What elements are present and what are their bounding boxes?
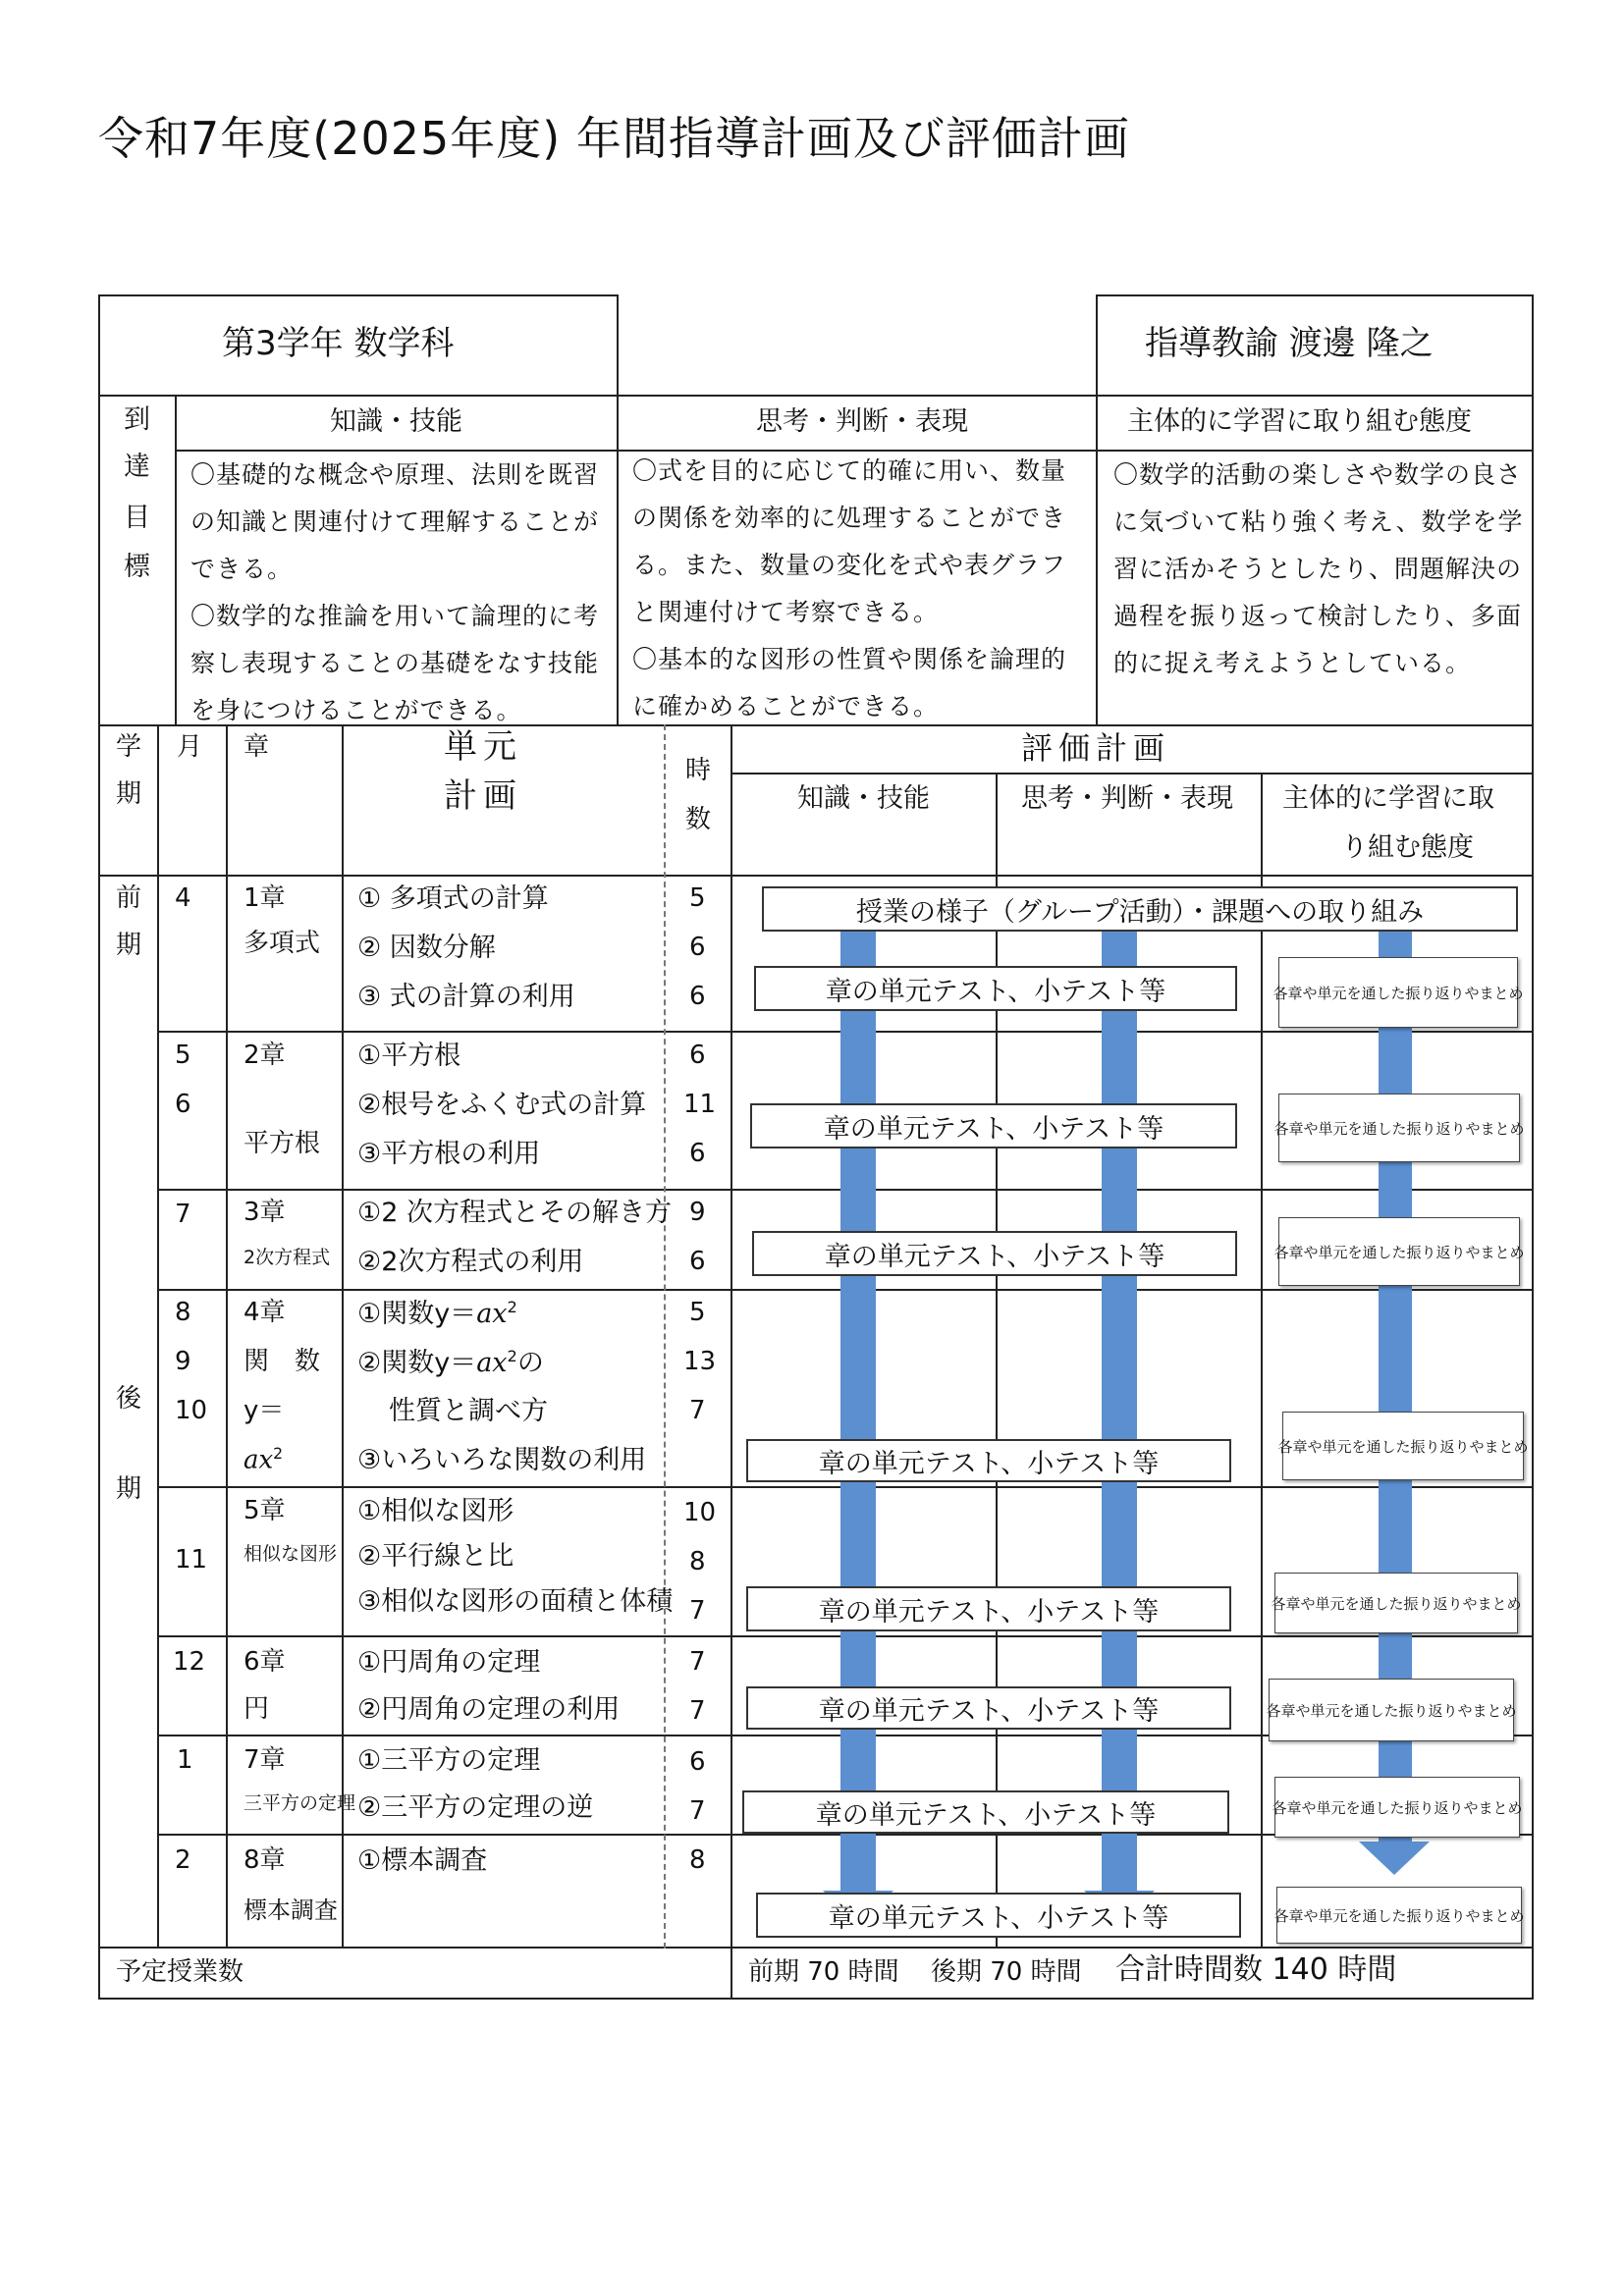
test-box: 章の単元テスト、小テスト等 (750, 1103, 1237, 1148)
footer-total: 合計時間数 140 時間 (1115, 1952, 1397, 1987)
unit-item: ①2 次方程式とその解き方 (357, 1198, 672, 1228)
test-box: 章の単元テスト、小テスト等 (746, 1686, 1231, 1730)
test-box: 章の単元テスト、小テスト等 (746, 1586, 1231, 1631)
unit-item: ②2次方程式の利用 (357, 1247, 584, 1277)
chapter-formula: y＝ (244, 1396, 285, 1425)
unit-plan-header-2: 計画 (444, 776, 522, 816)
goals-label-4: 標 (124, 552, 150, 582)
unit-plan-header-1: 単元 (444, 727, 522, 767)
reflection-box: 各章や単元を通した振り返りやまとめ (1282, 1412, 1524, 1480)
hours-header-2: 数 (685, 805, 712, 834)
month: 9 (175, 1347, 191, 1376)
hours: 6 (689, 1247, 706, 1276)
reflection-box: 各章や単元を通した振り返りやまとめ (1274, 1777, 1520, 1838)
goal-col-attitude: 主体的に学習に取り組む態度 (1127, 406, 1472, 437)
chapter-name: 平方根 (244, 1129, 321, 1158)
goal-col-thinking: 思考・判断・表現 (756, 406, 968, 437)
month: 11 (175, 1545, 208, 1575)
chapter-number: 1章 (244, 883, 286, 913)
unit-item: ①関数$y=ax^2$ (357, 1298, 517, 1329)
chapter-number: 5章 (244, 1496, 286, 1525)
hours: 5 (689, 1298, 706, 1327)
chapter-number: 4章 (244, 1298, 286, 1327)
month: 2 (175, 1845, 191, 1875)
term-second-2: 期 (116, 1474, 142, 1504)
hours: 7 (689, 1696, 706, 1726)
term-header-1: 学 (116, 732, 142, 762)
unit-item: ① 多項式の計算 (357, 883, 549, 914)
reflection-box: 各章や単元を通した振り返りやまとめ (1269, 1679, 1514, 1741)
chapter-name: 標本調査 (244, 1896, 338, 1924)
test-box: 章の単元テスト、小テスト等 (752, 1231, 1237, 1276)
unit-item: ②円周角の定理の利用 (357, 1694, 621, 1725)
hours: 13 (683, 1347, 717, 1376)
chapter-formula: $ax^2$ (244, 1445, 284, 1475)
unit-item: 性質と調べ方 (389, 1396, 548, 1426)
eval-col-attitude-1: 主体的に学習に取 (1282, 783, 1494, 814)
hours: 11 (683, 1090, 717, 1119)
month: 1 (177, 1745, 193, 1775)
test-box: 章の単元テスト、小テスト等 (756, 1893, 1241, 1938)
month: 7 (175, 1200, 191, 1229)
chapter-name: 多項式 (244, 929, 321, 958)
page-title: 令和7年度(2025年度) 年間指導計画及び評価計画 (98, 112, 1130, 165)
goals-label-1: 到 (124, 404, 150, 435)
hours: 8 (689, 1547, 706, 1576)
test-box: 章の単元テスト、小テスト等 (754, 966, 1237, 1011)
goal-thinking-text: 〇式を目的に応じて的確に用い、数量の関係を効率的に処理することができる。また、数量の変化を式や表グラフと関連付けて考察できる。 〇基本的な図形の性質や関係を論理的に確かめることができる。 (632, 456, 1067, 721)
chapter-number: 7章 (244, 1745, 286, 1775)
month: 5 (175, 1041, 191, 1070)
goal-col-knowledge: 知識・技能 (330, 406, 462, 437)
unit-item: ①三平方の定理 (357, 1745, 541, 1776)
goals-label-2: 達 (124, 452, 150, 482)
test-box: 章の単元テスト、小テスト等 (742, 1790, 1229, 1834)
unit-item: ①円周角の定理 (357, 1647, 541, 1678)
unit-item: ②三平方の定理の逆 (357, 1792, 594, 1823)
class-activity-box: 授業の様子（グループ活動）・課題への取り組み (762, 886, 1518, 932)
goals-label-3: 目 (124, 503, 150, 533)
hours: 5 (689, 883, 706, 913)
chapter-name: 円 (244, 1694, 270, 1724)
goal-knowledge-text: 〇基礎的な概念や原理、法則を既習の知識と関連付けて理解することができる。 〇数学的な推論を用いて論理的に考察し表現することの基礎をなす技能を身につけることができる。 (190, 460, 600, 724)
chapter-name: 相似な図形 (244, 1543, 338, 1565)
grade-subject: 第3学年 数学科 (222, 324, 455, 363)
term-header-2: 期 (116, 779, 142, 809)
goal-attitude-text: 〇数学的活動の楽しさや数学の良さに気づいて粘り強く考え、数学を学習に活かそうとしたり、問題解決の過程を振り返って検討したり、多面的に捉え考えようとしている。 (1113, 460, 1524, 677)
month: 12 (173, 1647, 206, 1677)
unit-item: ③相似な図形の面積と体積 (357, 1586, 674, 1617)
unit-item: ② 因数分解 (357, 933, 496, 963)
footer-first-term: 前期 70 時間 (748, 1957, 899, 1987)
unit-item: ②関数$y=ax^2$の (357, 1347, 544, 1378)
attitude-arrow-head (1359, 1842, 1430, 1875)
unit-item: ③ 式の計算の利用 (357, 982, 575, 1012)
month: 10 (175, 1396, 208, 1425)
knowledge-arrow-shaft (840, 911, 876, 1895)
term-first-2: 期 (116, 931, 142, 960)
reflection-box: 各章や単元を通した振り返りやまとめ (1278, 1094, 1520, 1162)
chapter-header: 章 (244, 732, 270, 762)
hours: 7 (689, 1796, 706, 1826)
chapter-number: 2章 (244, 1041, 286, 1070)
reflection-box: 各章や単元を通した振り返りやまとめ (1278, 1217, 1520, 1286)
hours: 6 (689, 1139, 706, 1168)
month-header: 月 (177, 732, 203, 762)
chapter-number: 8章 (244, 1845, 286, 1875)
hours: 6 (689, 982, 706, 1011)
hours: 6 (689, 1041, 706, 1070)
hours: 7 (689, 1396, 706, 1425)
unit-item: ②平行線と比 (357, 1541, 514, 1572)
chapter-name: 三平方の定理 (244, 1792, 356, 1814)
eval-col-attitude-2: り組む態度 (1341, 832, 1474, 863)
hours: 7 (689, 1647, 706, 1677)
unit-item: ③平方根の利用 (357, 1139, 541, 1169)
hours: 6 (689, 933, 706, 962)
reflection-box: 各章や単元を通した振り返りやまとめ (1278, 957, 1518, 1028)
hours: 8 (689, 1845, 706, 1875)
month: 8 (175, 1298, 191, 1327)
chapter-name: 関 数 (244, 1347, 321, 1376)
hours: 9 (689, 1198, 706, 1227)
hours: 10 (683, 1498, 717, 1527)
footer-label: 予定授業数 (116, 1957, 244, 1987)
eval-col-thinking: 思考・判断・表現 (1021, 783, 1233, 814)
chapter-name: 2次方程式 (244, 1247, 331, 1268)
thinking-arrow-shaft (1102, 911, 1137, 1895)
hours: 7 (689, 1596, 706, 1626)
term-second-1: 後 (116, 1384, 142, 1414)
hours-header-1: 時 (685, 756, 712, 785)
month: 4 (175, 883, 191, 913)
hours: 6 (689, 1747, 706, 1777)
unit-item: ②根号をふくむ式の計算 (357, 1090, 647, 1120)
chapter-number: 3章 (244, 1198, 286, 1227)
chapter-number: 6章 (244, 1647, 286, 1677)
unit-item: ①標本調査 (357, 1845, 488, 1876)
month: 6 (175, 1090, 191, 1119)
eval-plan-header: 評価計画 (1021, 729, 1171, 767)
footer-second-term: 後期 70 時間 (931, 1957, 1082, 1987)
eval-col-knowledge: 知識・技能 (797, 783, 930, 814)
teacher-name: 指導教諭 渡邊 隆之 (1145, 324, 1434, 363)
reflection-box: 各章や単元を通した振り返りやまとめ (1274, 1573, 1518, 1633)
unit-item: ①相似な図形 (357, 1496, 514, 1526)
term-first-1: 前 (116, 883, 142, 913)
unit-item: ①平方根 (357, 1041, 461, 1071)
test-box: 章の単元テスト、小テスト等 (746, 1439, 1231, 1482)
unit-item: ③いろいろな関数の利用 (357, 1445, 647, 1475)
reflection-box: 各章や単元を通した振り返りやまとめ (1276, 1887, 1522, 1944)
